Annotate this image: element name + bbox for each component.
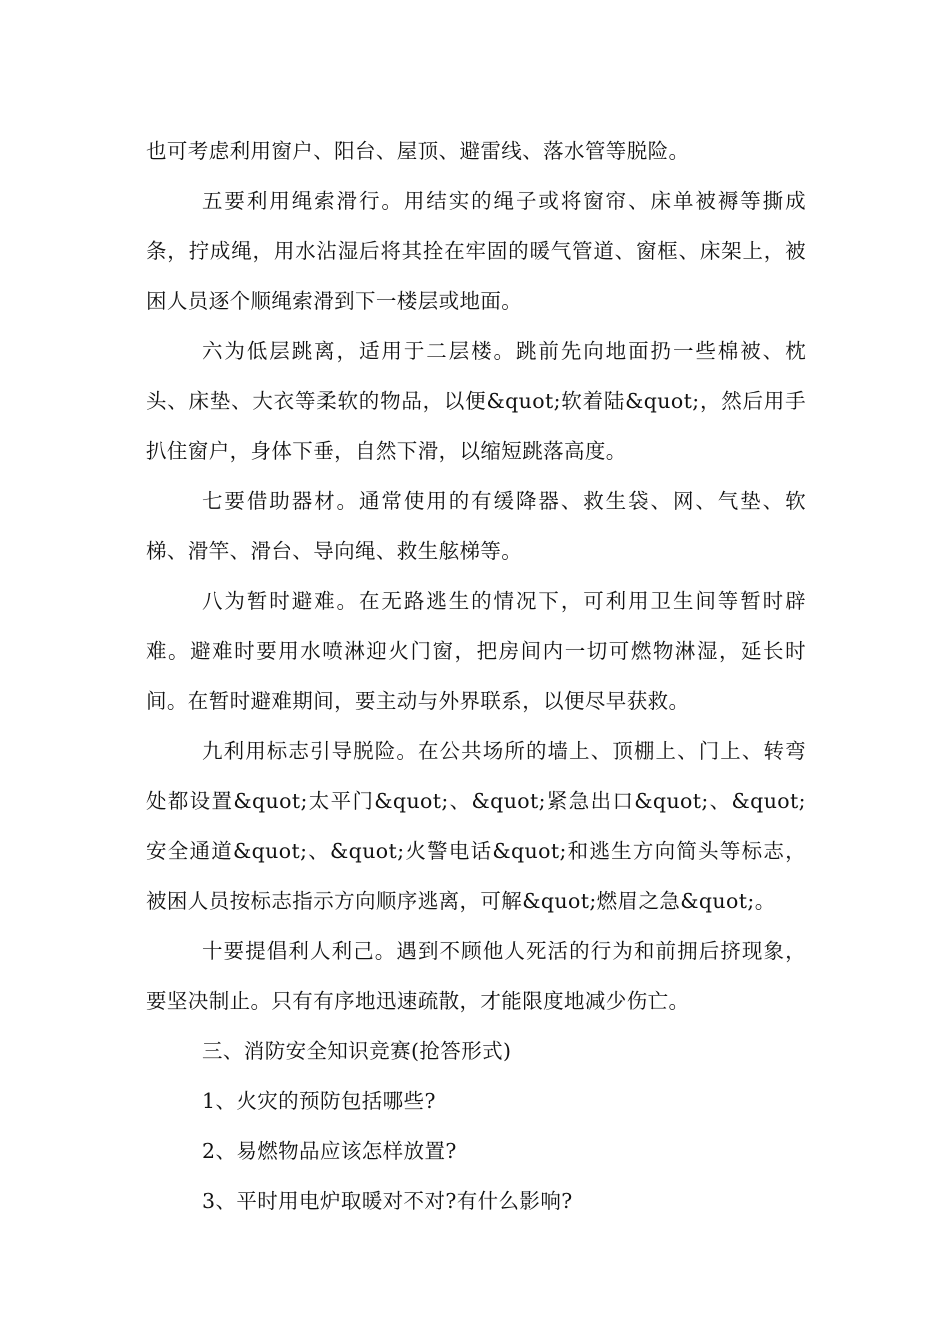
paragraph-sign-guidance: 九利用标志引导脱险。在公共场所的墙上、顶棚上、门上、转弯处都设置&quot;太平门&quot;、&quot;紧急出口&quot;、&quot;安全通道&quot;、&quot;火警电话&quot;和逃生方向简头等标志，被困人员按标志指示方向顺序逃离，可解&quot;燃眉之急&quot;。	[146, 739, 806, 913]
paragraph-equipment: 七要借助器材。通常使用的有缓降器、救生袋、网、气垫、软梯、滑竿、滑台、导向绳、救生舷梯等。	[146, 489, 806, 563]
paragraph-escape-routes: 也可考虑利用窗户、阳台、屋顶、避雷线、落水管等脱险。	[146, 139, 690, 163]
paragraph-low-floor-jump: 六为低层跳离，适用于二层楼。跳前先向地面扔一些棉被、枕头、床垫、大衣等柔软的物品，以便&quot;软着陆&quot;，然后用手扒住窗户，身体下垂，自然下滑，以缩短跳落高度。	[146, 339, 806, 463]
quiz-question-3: 3、平时用电炉取暖对不对?有什么影响?	[202, 1189, 573, 1213]
paragraph-orderly-evacuation: 十要提倡利人利己。遇到不顾他人死活的行为和前拥后挤现象，要坚决制止。只有有序地迅速疏散，才能限度地减少伤亡。	[146, 939, 806, 1013]
quiz-question-1: 1、火灾的预防包括哪些?	[202, 1089, 436, 1113]
document-body	[146, 126, 806, 1226]
paragraph-rope-sliding: 五要利用绳索滑行。用结实的绳子或将窗帘、床单被褥等撕成条，拧成绳，用水沾湿后将其拴在牢固的暖气管道、窗框、床架上，被困人员逐个顺绳索滑到下一楼层或地面。	[146, 189, 806, 313]
quiz-question-2: 2、易燃物品应该怎样放置?	[202, 1139, 457, 1163]
paragraph-temporary-refuge: 八为暂时避难。在无路逃生的情况下，可利用卫生间等暂时辟难。避难时要用水喷淋迎火门窗，把房间内一切可燃物淋湿，延长时间。在暂时避难期间，要主动与外界联系，以便尽早获救。	[146, 589, 806, 713]
section-heading-quiz: 三、消防安全知识竞赛(抢答形式)	[202, 1039, 512, 1063]
